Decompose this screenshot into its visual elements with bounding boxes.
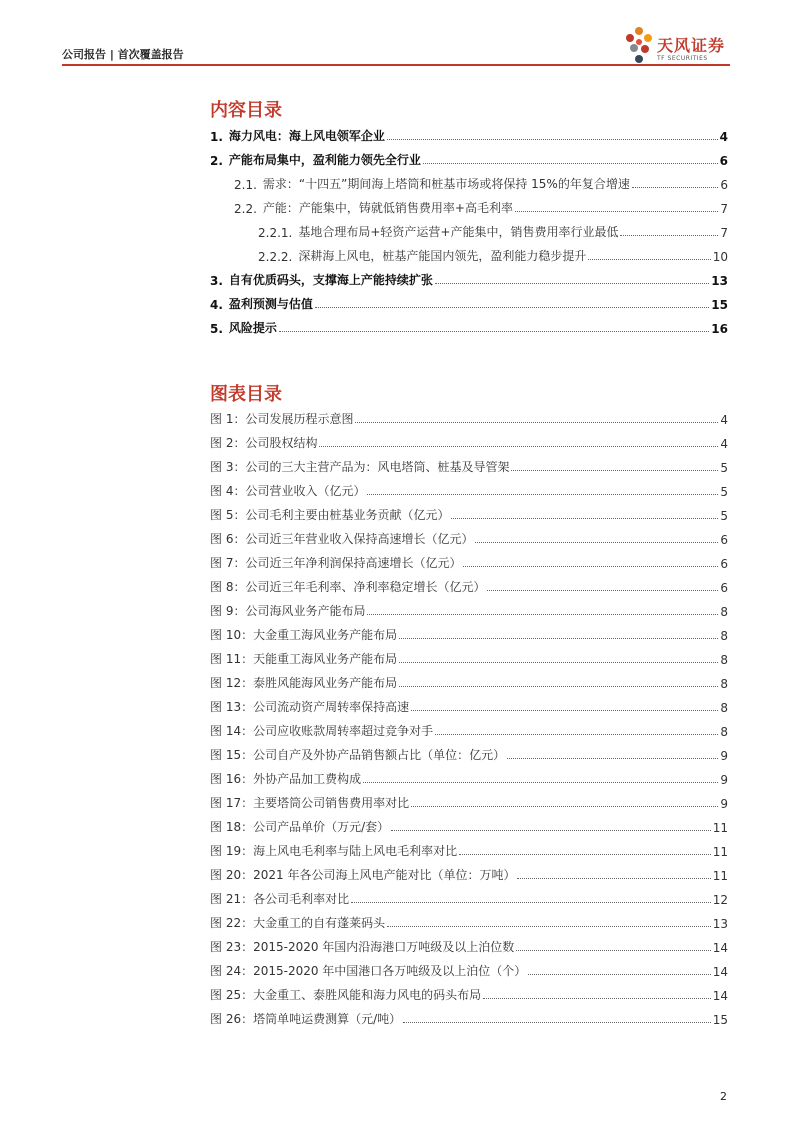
toc-item[interactable] <box>210 150 728 168</box>
figure-item-text: 图 22：大金重工的自有蓬莱码头 <box>210 916 386 930</box>
figure-item[interactable] <box>210 937 728 955</box>
figure-item-text: 图 10：大金重工海风业务产能布局 <box>210 628 398 642</box>
figure-item[interactable] <box>210 985 728 1003</box>
figure-item[interactable] <box>210 505 728 523</box>
toc-dot-leader <box>387 926 711 927</box>
toc-item-page: 15 <box>711 298 728 312</box>
toc-dot-leader <box>403 1022 711 1023</box>
toc-item[interactable] <box>234 198 728 216</box>
toc-item[interactable] <box>258 246 728 264</box>
toc-item[interactable] <box>210 294 728 312</box>
figure-item-text: 图 24：2015-2020 年中国港口各万吨级及以上泊位（个） <box>210 964 527 978</box>
figure-item-page: 9 <box>720 797 728 811</box>
figure-item[interactable] <box>210 649 728 667</box>
toc-dot-leader <box>363 782 718 783</box>
toc-dot-leader <box>483 998 711 999</box>
toc-item-text: 风险提示 <box>228 321 277 335</box>
header-divider <box>62 64 730 66</box>
figure-item-page: 8 <box>720 653 728 667</box>
figure-item-page: 6 <box>720 533 728 547</box>
toc-dot-leader <box>399 686 718 687</box>
toc-item-number: 2.2. <box>234 202 257 216</box>
toc-item-text: 产能：产能集中，铸就低销售费用率+高毛利率 <box>262 201 513 215</box>
toc-item-number: 2.2.1. <box>258 226 293 240</box>
toc-dot-leader <box>588 259 710 260</box>
figure-item[interactable] <box>210 433 728 451</box>
toc-item-number: 2. <box>210 154 223 168</box>
toc-dot-leader <box>411 710 718 711</box>
figure-item-page: 13 <box>712 917 728 931</box>
toc-dot-leader <box>515 211 718 212</box>
toc-dot-leader <box>528 974 710 975</box>
toc-item-page: 13 <box>711 274 728 288</box>
toc-item-text: 需求：“十四五”期间海上塔筒和桩基市场或将保持 15%的年复合增速 <box>262 177 630 191</box>
figure-item-text: 图 25：大金重工、泰胜风能和海力风电的码头布局 <box>210 988 482 1002</box>
toc-item-number: 2.2.2. <box>258 250 293 264</box>
figure-item-page: 11 <box>712 845 728 859</box>
figure-item[interactable] <box>210 745 728 763</box>
figure-item[interactable] <box>210 697 728 715</box>
toc-dot-leader <box>279 331 709 332</box>
toc-dot-leader <box>315 307 709 308</box>
toc-item-number: 1. <box>210 130 223 144</box>
figure-item-page: 14 <box>712 989 728 1003</box>
toc-item-text: 产能布局集中，盈利能力领先全行业 <box>228 153 421 167</box>
figure-item-page: 8 <box>720 725 728 739</box>
toc-item-page: 4 <box>719 130 728 144</box>
toc-dot-leader <box>351 902 711 903</box>
figure-item-page: 9 <box>720 749 728 763</box>
figure-item[interactable] <box>210 673 728 691</box>
toc-item-page: 6 <box>720 178 728 192</box>
toc-dot-leader <box>451 518 718 519</box>
toc-item-text: 海力风电：海上风电领军企业 <box>228 129 385 143</box>
toc-item-page: 7 <box>720 226 728 240</box>
figure-item-page: 8 <box>720 677 728 691</box>
figure-item-text: 图 13：公司流动资产周转率保持高速 <box>210 700 410 714</box>
figure-item-page: 6 <box>720 557 728 571</box>
figure-item-text: 图 23：2015-2020 年国内沿海港口万吨级及以上泊位数 <box>210 940 515 954</box>
figure-item-page: 9 <box>720 773 728 787</box>
figure-item-page: 11 <box>712 821 728 835</box>
figure-item[interactable] <box>210 1009 728 1027</box>
figure-item[interactable] <box>210 841 728 859</box>
toc-item[interactable] <box>258 222 728 240</box>
figure-item[interactable] <box>210 457 728 475</box>
toc-dot-leader <box>387 139 718 140</box>
figure-item-text: 图 2：公司股权结构 <box>210 436 318 450</box>
figure-item-text: 图 12：泰胜风能海风业务产能布局 <box>210 676 398 690</box>
toc-item[interactable] <box>234 174 728 192</box>
toc-dot-leader <box>463 566 718 567</box>
figure-item[interactable] <box>210 961 728 979</box>
figure-item[interactable] <box>210 913 728 931</box>
figure-item-text: 图 4：公司营业收入（亿元） <box>210 484 366 498</box>
figure-item-text: 图 7：公司近三年净利润保持高速增长（亿元） <box>210 556 462 570</box>
figure-item-text: 图 8：公司近三年毛利率、净利率稳定增长（亿元） <box>210 580 486 594</box>
toc-item-text: 盈利预测与估值 <box>228 297 313 311</box>
toc-dot-leader <box>507 758 718 759</box>
toc-dot-leader <box>487 590 718 591</box>
figure-item-page: 4 <box>720 413 728 427</box>
toc-dot-leader <box>620 235 718 236</box>
toc-dot-leader <box>423 163 718 164</box>
toc-dot-leader <box>355 422 718 423</box>
company-logo <box>622 23 742 67</box>
figure-item-text: 图 14：公司应收账款周转率超过竞争对手 <box>210 724 434 738</box>
figure-item-page: 8 <box>720 701 728 715</box>
toc-item-text: 基地合理布局+轻资产运营+产能集中，销售费用率行业最低 <box>298 225 619 239</box>
figure-item-page: 8 <box>720 629 728 643</box>
page-number: 2 <box>720 1090 727 1103</box>
header-report-type: 公司报告 | 首次覆盖报告 <box>62 48 184 61</box>
toc-item[interactable] <box>210 318 728 336</box>
figure-item-text: 图 16：外协产品加工费构成 <box>210 772 362 786</box>
figure-item-page: 11 <box>712 869 728 883</box>
toc-dot-leader <box>517 878 710 879</box>
toc-dot-leader <box>399 638 718 639</box>
figure-item-page: 15 <box>712 1013 728 1027</box>
toc-item[interactable] <box>210 270 728 288</box>
figure-item-page: 4 <box>720 437 728 451</box>
toc-item-number: 3. <box>210 274 223 288</box>
figure-item-text: 图 20：2021 年各公司海上风电产能对比（单位：万吨） <box>210 868 516 882</box>
figure-item-page: 5 <box>720 461 728 475</box>
toc-dot-leader <box>475 542 718 543</box>
toc-dot-leader <box>435 283 709 284</box>
figure-item[interactable] <box>210 865 728 883</box>
figure-item[interactable] <box>210 769 728 787</box>
toc-title: 内容目录 <box>210 100 282 121</box>
toc-dot-leader <box>399 662 718 663</box>
figure-item-page: 14 <box>712 941 728 955</box>
figure-item[interactable] <box>210 721 728 739</box>
figure-item[interactable] <box>210 529 728 547</box>
figure-item[interactable] <box>210 481 728 499</box>
toc-dot-leader <box>319 446 718 447</box>
toc-item-page: 6 <box>719 154 728 168</box>
figure-item-text: 图 6：公司近三年营业收入保持高速增长（亿元） <box>210 532 474 546</box>
figure-item[interactable] <box>210 817 728 835</box>
figure-item-text: 图 19：海上风电毛利率与陆上风电毛利率对比 <box>210 844 458 858</box>
figure-item-text: 图 11：天能重工海风业务产能布局 <box>210 652 398 666</box>
figures-title: 图表目录 <box>210 384 282 405</box>
figure-item-text: 图 9：公司海风业务产能布局 <box>210 604 366 618</box>
figure-item[interactable] <box>210 601 728 619</box>
figure-item[interactable] <box>210 889 728 907</box>
toc-item-page: 10 <box>712 250 728 264</box>
toc-item[interactable] <box>210 126 728 144</box>
figure-item-text: 图 1：公司发展历程示意图 <box>210 412 354 426</box>
toc-dot-leader <box>367 614 718 615</box>
figure-item-text: 图 26：塔筒单吨运费测算（元/吨） <box>210 1012 402 1026</box>
toc-item-number: 2.1. <box>234 178 257 192</box>
toc-dot-leader <box>391 830 711 831</box>
toc-item-number: 5. <box>210 322 223 336</box>
logo-chinese-name: 天风证券 <box>657 36 726 55</box>
toc-dot-leader <box>411 806 718 807</box>
figure-item-page: 5 <box>720 485 728 499</box>
figure-item-text: 图 5：公司毛利主要由桩基业务贡献（亿元） <box>210 508 450 522</box>
figure-item-text: 图 3：公司的三大主营产品为：风电塔筒、桩基及导管架 <box>210 460 510 474</box>
figure-item[interactable] <box>210 553 728 571</box>
logo-english-name: TF SECURITIES <box>657 55 708 62</box>
figure-item-text: 图 15：公司自产及外协产品销售额占比（单位：亿元） <box>210 748 506 762</box>
figure-item[interactable] <box>210 793 728 811</box>
figure-item[interactable] <box>210 577 728 595</box>
figure-item-text: 图 17：主要塔筒公司销售费用率对比 <box>210 796 410 810</box>
toc-dot-leader <box>459 854 711 855</box>
toc-item-page: 16 <box>711 322 728 336</box>
toc-dot-leader <box>632 187 719 188</box>
figure-item-text: 图 18：公司产品单价（万元/套） <box>210 820 390 834</box>
figure-item-page: 14 <box>712 965 728 979</box>
toc-dot-leader <box>516 950 710 951</box>
toc-item-text: 深耕海上风电，桩基产能国内领先，盈利能力稳步提升 <box>298 249 587 263</box>
toc-item-page: 7 <box>720 202 728 216</box>
figure-item[interactable] <box>210 625 728 643</box>
logo-flower-icon <box>622 23 656 67</box>
toc-item-number: 4. <box>210 298 223 312</box>
figure-item-page: 5 <box>720 509 728 523</box>
toc-dot-leader <box>511 470 718 471</box>
toc-item-text: 自有优质码头，支撑海上产能持续扩张 <box>228 273 433 287</box>
figure-item-text: 图 21：各公司毛利率对比 <box>210 892 350 906</box>
figure-item-page: 12 <box>712 893 728 907</box>
toc-dot-leader <box>435 734 718 735</box>
figure-item-page: 6 <box>720 581 728 595</box>
toc-dot-leader <box>367 494 718 495</box>
figure-item[interactable] <box>210 409 728 427</box>
figure-item-page: 8 <box>720 605 728 619</box>
